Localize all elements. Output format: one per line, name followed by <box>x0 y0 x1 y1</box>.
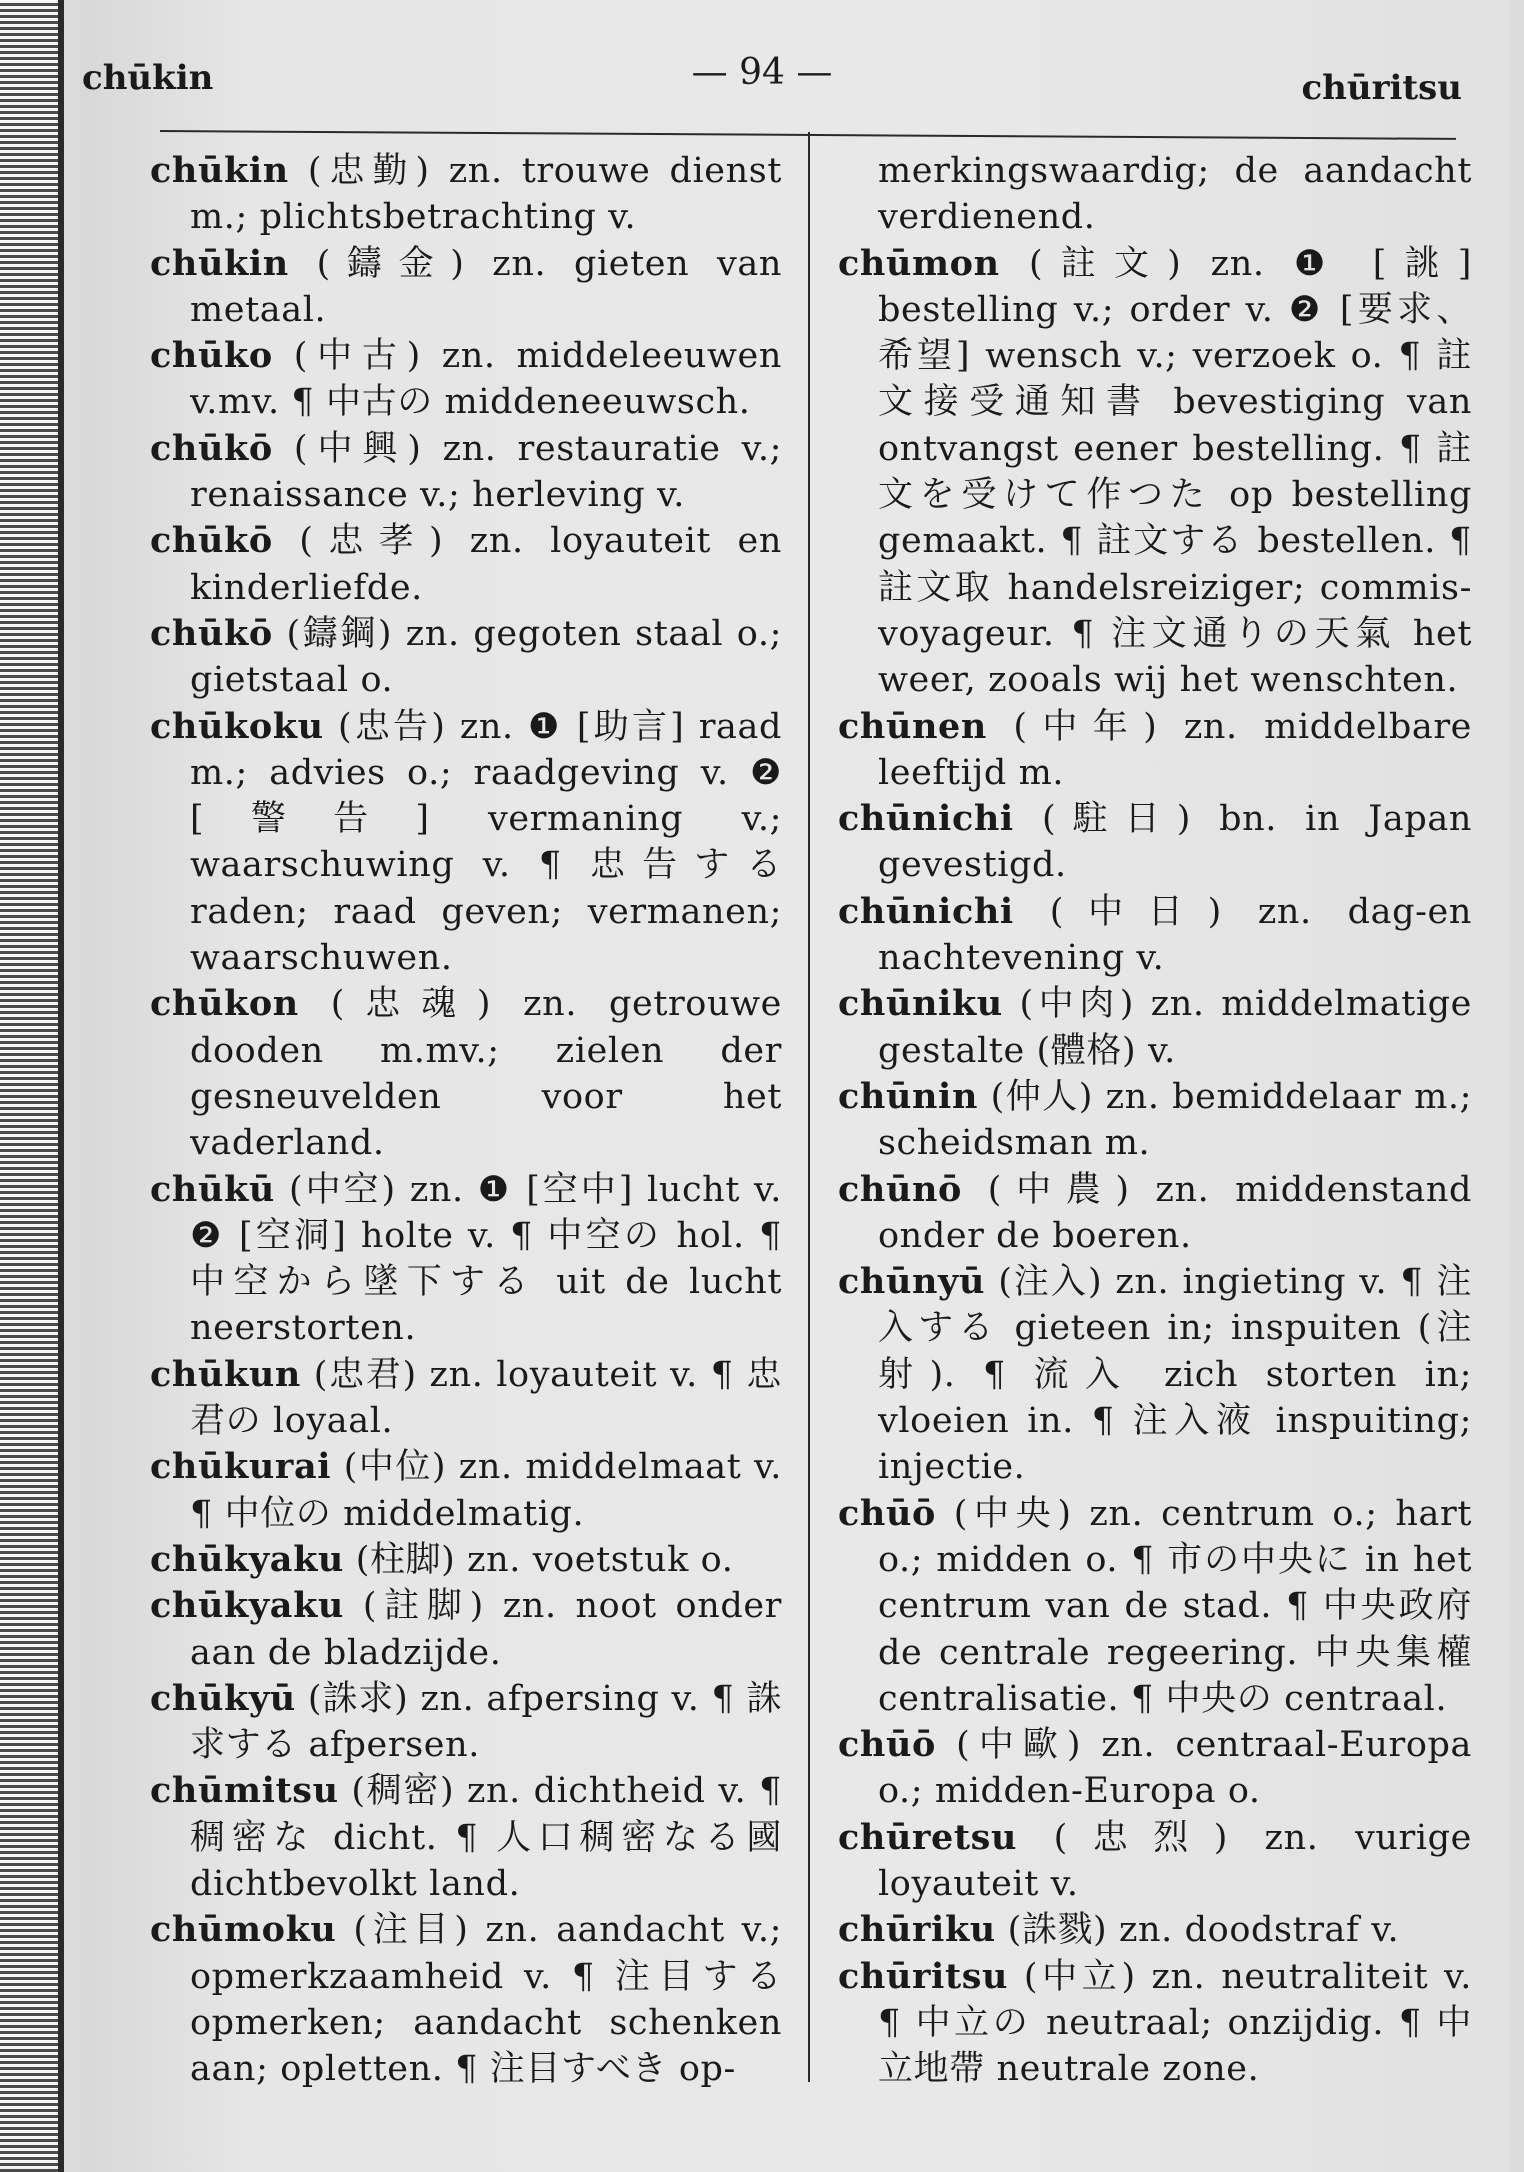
dictionary-entry <box>150 241 782 334</box>
definition: (誅求) zn. afpersing v. ¶ 誅求する afpersen. <box>190 1678 782 1766</box>
definition: (註脚) zn. noot onder aan de bladzijde. <box>190 1586 782 1673</box>
definition: (中年) zn. middelbare leeftijd m. <box>878 706 1472 793</box>
dictionary-entry <box>838 889 1472 982</box>
definition: (中位) zn. middelmaat v. ¶ 中位の middelmatig. <box>190 1447 782 1534</box>
headword: chūritsu <box>838 1955 1009 1997</box>
dictionary-entry <box>150 981 782 1166</box>
dictionary-entry <box>150 1907 782 2092</box>
headword: chūkin <box>150 150 289 191</box>
headword: chūkurai <box>150 1446 332 1488</box>
headword: chūkyū <box>150 1677 296 1719</box>
dictionary-entry <box>150 518 782 611</box>
continued-definition: merkingswaardig; de aandacht verdienend. <box>878 151 1472 238</box>
dictionary-entry <box>838 1491 1472 1722</box>
definition: (中央) zn. centrum o.; hart o.; midden o. ¶ 市の中央に in het centrum van de stad. ¶ 中央政府 de centrale regeering. 中央集權 centralisatie. ¶ 中央の centraal. <box>878 1493 1472 1719</box>
definition: (注目) zn. aandacht v.; opmerkzaamheid v. ¶ 注目する opmerken; aandacht schenken aan; opletten. ¶ 注目すべき op- <box>190 1910 782 2090</box>
headword: chūkun <box>150 1353 301 1395</box>
running-head-left: chūkin <box>82 58 214 98</box>
headword: chūnin <box>838 1075 978 1117</box>
headword: chūmon <box>838 242 1000 284</box>
headword: chūniku <box>838 983 1003 1025</box>
headword: chūko <box>150 335 273 377</box>
dictionary-entry <box>150 1768 782 1907</box>
definition: (誅戮) zn. doodstraf v. <box>995 1910 1400 1951</box>
definition: (中農) zn. middenstand onder de boeren. <box>878 1169 1472 1256</box>
headword: chūkon <box>150 983 299 1025</box>
definition: (鑄鋼) zn. gegoten staal o.; gietstaal o. <box>190 613 782 701</box>
headword: chūō <box>838 1492 936 1534</box>
definition: (中古) zn. middeleeuwen v.mv. ¶ 中古の middeneeuwsch. <box>190 336 782 423</box>
definition: (稠密) zn. dichtheid v. ¶ 稠密な dicht. ¶ 人口稠密なる國 dichtbevolkt land. <box>190 1771 782 1904</box>
headword: chūkō <box>150 427 273 469</box>
dictionary-entry <box>838 704 1472 797</box>
headword: chūkyaku <box>150 1538 344 1580</box>
definition: (中立) zn. neutraliteit v. ¶ 中立の neutraal; onzijdig. ¶ 中立地帶 neutrale zone. <box>878 1956 1472 2090</box>
headword: chūkoku <box>150 705 324 747</box>
definition: (中興) zn. restauratie v.; renaissance v.; herleving v. <box>190 428 782 516</box>
definition: (註文) zn. ❶ [誂] bestelling v.; order v. ❷ [要求、希望] wensch v.; verzoek o. ¶ 註文接受通知書 bevestiging van ontvangst eener bestelling. ¶ 註文を受けて作つた op bestelling gemaakt. ¶ 註文する bestellen. ¶ 註文取 handelsreiziger; commis-voyageur. ¶ 注文通りの天氣 het weer, zooals wij het wenschten. <box>878 243 1472 701</box>
right-column <box>838 148 1472 2092</box>
headword: chūnichi <box>838 890 1014 932</box>
definition: (駐日) bn. in Japan gevestigd. <box>878 799 1472 886</box>
dictionary-entry <box>150 1676 782 1769</box>
headword: chūmoku <box>150 1909 337 1951</box>
definition: (中歐) zn. centraal-Europa o.; midden-Europa o. <box>878 1725 1472 1812</box>
dictionary-entry <box>150 704 782 982</box>
headword: chūnyū <box>838 1261 986 1303</box>
dictionary-entry <box>150 426 782 519</box>
definition: (忠勤) zn. trouwe dienst m.; plichtsbetrachting v. <box>190 151 782 238</box>
page-number: — 94 — <box>691 52 833 93</box>
headword: chūkō <box>150 612 273 654</box>
dictionary-entry <box>838 796 1472 889</box>
headword: chūriku <box>838 1909 996 1951</box>
dictionary-entry <box>150 611 782 704</box>
headword: chūnichi <box>838 798 1014 840</box>
dictionary-entry <box>838 241 1472 704</box>
dictionary-entry <box>838 1259 1472 1490</box>
definition: (中肉) zn. middelmatige gestalte (體格) v. <box>878 984 1472 1071</box>
book-binding <box>0 0 64 2172</box>
dictionary-entry <box>838 1722 1472 1815</box>
headword: chūkin <box>150 242 289 284</box>
definition: (仲人) zn. bemiddelaar m.; scheidsman m. <box>878 1076 1472 1164</box>
headword: chūnen <box>838 705 987 747</box>
left-column <box>150 148 782 2092</box>
definition: (忠烈) zn. vurige loyauteit v. <box>878 1817 1472 1904</box>
definition: (忠魂) zn. getrouwe dooden m.mv.; zielen der gesneuvelden voor het vaderland. <box>190 984 782 1164</box>
definition: (注入) zn. ingieting v. ¶ 注入する gieteen in; inspuiten (注射). ¶ 流入 zich storten in; vloeien in. ¶ 注入液 inspuiting; injectie. <box>878 1262 1472 1488</box>
dictionary-entry <box>838 1907 1472 1953</box>
definition: (忠君) zn. loyauteit v. ¶ 忠君の loyaal. <box>190 1354 782 1442</box>
definition: (忠孝) zn. loyauteit en kinderliefde. <box>190 521 782 608</box>
definition: (中日) zn. dag-en nachtevening v. <box>878 891 1472 979</box>
dictionary-entry <box>838 1074 1472 1167</box>
headword: chūō <box>838 1724 936 1766</box>
dictionary-entry <box>838 1954 1472 2093</box>
definition: (忠告) zn. ❶ [助言] raad m.; advies o.; raadgeving v. ❷ [警告] vermaning v.; waarschuwing v. ¶ 忠告する raden; raad geven; vermanen; waarschuwen. <box>190 706 782 979</box>
definition: (鑄金) zn. gieten van metaal. <box>190 243 782 330</box>
dictionary-entry <box>838 1167 1472 1260</box>
dictionary-entry <box>838 1815 1472 1908</box>
headword: chūkyaku <box>150 1585 344 1627</box>
headword: chūnō <box>838 1168 962 1210</box>
running-head-right: chūritsu <box>1301 68 1462 108</box>
dictionary-entry <box>150 1352 782 1445</box>
dictionary-entry <box>150 1444 782 1537</box>
dictionary-entry <box>150 1583 782 1676</box>
definition: (柱脚) zn. voetstuk o. <box>343 1539 734 1580</box>
headword: chūkū <box>150 1168 275 1210</box>
column-divider <box>808 132 810 2082</box>
headword: chūkō <box>150 520 273 562</box>
dictionary-entry <box>150 1167 782 1352</box>
definition: (中空) zn. ❶ [空中] lucht v. ❷ [空洞] holte v. ¶ 中空の hol. ¶ 中空から墜下する uit de lucht neerstorten. <box>190 1169 782 1349</box>
dictionary-entry <box>150 1537 782 1583</box>
dictionary-entry <box>150 148 782 241</box>
dictionary-entry <box>150 333 782 426</box>
headword: chūmitsu <box>150 1770 339 1812</box>
headword: chūretsu <box>838 1816 1018 1858</box>
dictionary-entry <box>838 981 1472 1074</box>
